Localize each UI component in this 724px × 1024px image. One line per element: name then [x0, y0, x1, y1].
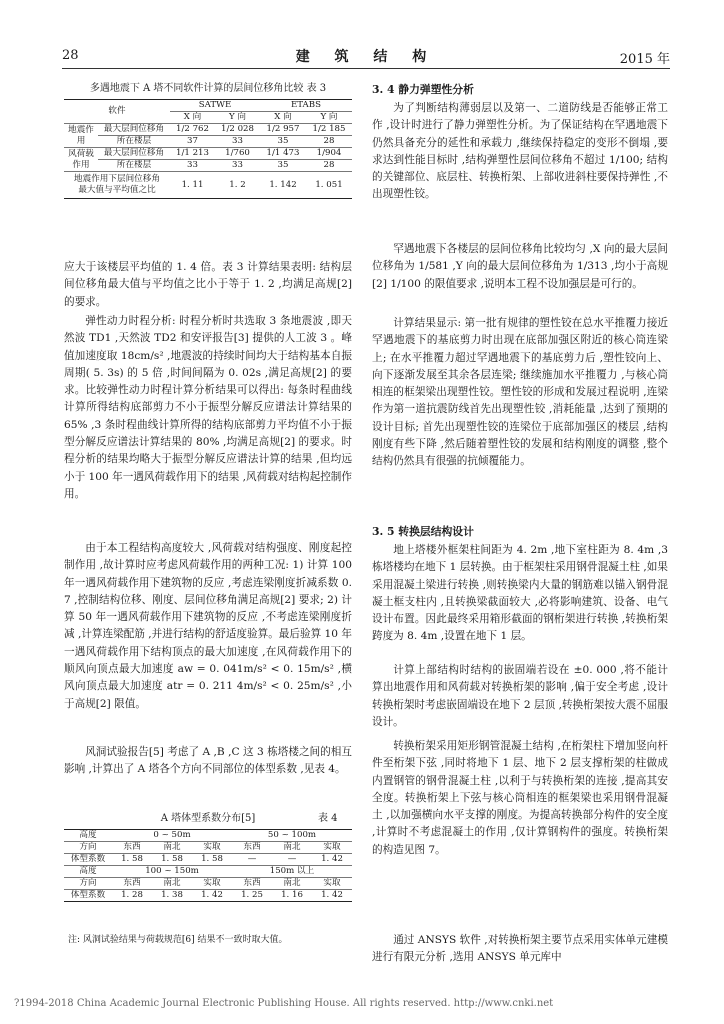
left-paragraph-4: 风洞试验报告[5] 考虑了 A ,B ,C 这 3 栋塔楼之间的相互影响 ,计算出了 A 塔各个方向不同部位的体型系数 ,见表 4。 [64, 746, 352, 776]
page-header [62, 44, 670, 66]
table4-cell: 1. 16 [281, 890, 303, 900]
table3-row-label: 最大层间位移角 [98, 148, 170, 160]
publication-year: 2015 年 [619, 52, 670, 67]
table4-dir: 实取 [323, 842, 341, 852]
table4-band: 150m 以上 [269, 866, 315, 876]
right-paragraph-2: 罕遇地震下各楼层的层间位移角比较均匀 ,X 向的最大层间位移角为 1/581 ,Y 向的最大层间位移角为 1/313 ,均小于高规[2] 1/100 的限值要求 ,说明本工程不设加强层是可行的。 [372, 243, 668, 290]
table4-dir: 东西 [123, 878, 141, 888]
table4-cell: 1. 58 [121, 854, 143, 864]
table4-header-coefficient: 体型系数 [70, 854, 106, 864]
table3-cell: 1/760 [215, 148, 260, 160]
table3-group-wind: 风荷载作用 [64, 148, 98, 172]
right-paragraph-3: 计算结果显示: 第一批有规律的塑性铰在总水平推覆力接近罕遇地震下的基底剪力时出现在底部加强区附近的核心筒连梁上; 在水平推覆力超过罕遇地震下的基底剪力后 ,塑性铰向上、向下逐渐发展至其余各层连梁; 继续施加水平推覆力 ,与核心筒相连的框架梁出现塑性铰。塑性铰的形成和发展过程说明 ,连梁作为第一道抗震防线首先出现塑性铰 ,消耗能量 ,达到了预期的设计目标; 首先出现塑性铰的连梁位于底部加强区的楼层 ,结构刚度有些下降 ,然后随着塑性铰的发展和结构刚度的调整 ,整个结构仍然具有很强的抗倾覆能力。 [372, 317, 668, 468]
table3-cell: 1/1 473 [260, 148, 306, 160]
left-paragraph-1: 应大于该楼层平均值的 1. 4 倍。表 3 计算结果表明: 结构层间位移角最大值与平均值之比小于等于 1. 2 ,均满足高规[2] 的要求。 [64, 261, 352, 308]
table3-cell: 1. 051 [315, 179, 343, 190]
table4-note: 注: 风洞试验结果与荷载规范[6] 结果不一致时取大值。 [68, 935, 288, 945]
table4-dir: 南北 [163, 842, 181, 852]
table4-band: 0 ~ 50m [153, 830, 191, 840]
table3-caption: 多遇地震下 A 塔不同软件计算的层间位移角比较 表 3 [89, 83, 327, 94]
table4-header-height: 高度 [79, 830, 97, 840]
table3-cell: 33 [187, 160, 198, 170]
table3-header-software: 软件 [64, 100, 170, 124]
table3-group-seismic: 地震作用 [64, 124, 98, 148]
table4-header-coefficient: 体型系数 [70, 890, 106, 900]
table3-row-label: 所在楼层 [116, 136, 152, 146]
right-paragraph-4: 地上塔楼外框架柱间距为 4. 2m ,地下室柱距为 8. 4m ,3 栋塔楼均在地下 1 层转换。由于框架柱采用钢骨混凝土柱 ,如果采用混凝土梁进行转换 ,则转换梁内大量的钢筋难以锚入钢骨混凝土框支柱内 ,且转换梁截面较大 ,必将影响建筑、设备、电气设计布置。因此最终采用箱形截面的钢桁架进行转换 ,转换桁架跨度为 8. 4m ,设置在地下 1 层。 [372, 544, 668, 643]
table3-cell: 33 [232, 136, 243, 146]
table4-dir: 东西 [123, 842, 141, 852]
copyright-footer: ?1994-2018 China Academic Journal Electronic Publishing House. All rights reserved. http://www.cnki.net [14, 998, 554, 1009]
table3-header-x: X 向 [274, 112, 292, 122]
table3-cell: 1/2 185 [306, 124, 352, 136]
table4-dir: 南北 [163, 878, 181, 888]
table3-header-etabs: ETABS [260, 100, 352, 112]
table3-header-y: Y 向 [320, 112, 338, 122]
table3-cell: 1/904 [306, 148, 352, 160]
table3-cell: 28 [323, 160, 335, 170]
table4-cell: 1. 58 [161, 854, 183, 864]
table4-label: 表 4 [318, 813, 338, 824]
table3-cell: 1/1 213 [170, 148, 215, 160]
table3-row-label: 地震作用下层间位移角最大值与平均值之比 [74, 174, 160, 195]
table4-dir: 南北 [283, 842, 301, 852]
page-number: 28 [62, 48, 79, 63]
table3-cell: 1/2 762 [170, 124, 215, 136]
table4-dir: 实取 [323, 878, 341, 888]
right-paragraph-7: 通过 ANSYS 软件 ,对转换桁架主要节点采用实体单元建模进行有限元分析 ,选用 ANSYS 单元库中 [372, 934, 668, 964]
table3-cell: 37 [187, 136, 198, 146]
table4-dir: 东西 [243, 878, 261, 888]
journal-title: 建 筑 结 构 [295, 49, 437, 65]
table3-header-satwe: SATWE [170, 100, 260, 112]
table4-cell: 1. 42 [321, 854, 343, 864]
table4-cell: 1. 42 [321, 890, 343, 900]
table4-cell: 1. 38 [161, 890, 183, 900]
table4-dir: 东西 [243, 842, 261, 852]
table3-row-label: 最大层间位移角 [98, 124, 170, 136]
table3-cell: 1. 142 [269, 179, 297, 190]
table4-cell: 1. 42 [201, 890, 223, 900]
table4-header-direction: 方向 [79, 842, 97, 852]
section-3-4-heading: 3. 4 静力弹塑性分析 [372, 83, 474, 96]
table3-cell: 1/2 957 [260, 124, 306, 136]
left-paragraph-2: 弹性动力时程分析: 时程分析时共选取 3 条地震波 ,即天然波 TD1 ,天然波 TD2 和安评报告[3] 提供的人工波 3 。峰值加速度取 18cm/s² ,地震波的持续时间均大于结构基本自振周期( 5. 3s) 的 5 倍 ,时间间隔为 0. 02s ,满足高规[2] 的要求。比较弹性动力时程计算分析结果可以得出: 每条时程曲线计算所得结构底部剪力不小于振型分解反应谱法计算结果的 65% ,3 条时程曲线计算所得的结构底部剪力平均值不小于振型分解反应谱法计算结果的 80% ,均满足高规[2] 的要求。时程分析的结果均略大于振型分解反应谱法计算的结果 ,但均远小于 100 年一遇风荷载作用下的结果 ,风荷载对结构起控制作用。 [64, 315, 352, 500]
table3-row-label: 所在楼层 [116, 160, 152, 170]
table3-cell: 1. 2 [229, 179, 246, 190]
table3-cell: 28 [323, 136, 335, 146]
section-3-5-heading: 3. 5 转换层结构设计 [372, 525, 474, 538]
right-paragraph-6: 转换桁架采用矩形钢管混凝土结构 ,在桁架柱下增加竖向杆件至桁架下弦 ,同时将地下 1 层、地下 2 层支撑桁架的柱做成内置钢管的钢骨混凝土柱 ,以利于与转换桁架的连接 ,提高其安全度。转换桁架上下弦与核心筒相连的框架梁也采用钢骨混凝土 ,以加强横向水平支撑的刚度。为提高转换部分构件的安全度 ,计算时不考虑混凝土的作用 ,仅计算钢构件的强度。转换桁架的构造见图 7。 [372, 740, 668, 856]
table4-cell: 1. 28 [121, 890, 143, 900]
header-rule [62, 68, 670, 69]
table4-band: 100 ~ 150m [145, 866, 199, 876]
right-paragraph-1: 为了判断结构薄弱层以及第一、二道防线是否能够正常工作 ,设计时进行了静力弹塑性分析。为了保证结构在罕遇地震下仍然具备充分的延性和承载力 ,继续保持稳定的变形不倒塌 ,要求达到性能目标时 ,结构弹塑性层间位移角不超过 1/100; 结构的关键部位、底层柱、转换桁架、上部收进斜柱要保持弹性 ,不出现塑性铰。 [372, 102, 668, 201]
table4 [64, 829, 352, 902]
table4-dir: 实取 [203, 842, 221, 852]
table4-caption: A 塔体型系数分布[5] [160, 813, 256, 824]
table4-cell: — [247, 854, 257, 864]
table4-band: 50 ~ 100m [267, 830, 317, 840]
table4-cell: — [287, 854, 297, 864]
table4-header-height: 高度 [79, 866, 97, 876]
table3-cell: 35 [277, 136, 289, 146]
table3-cell: 33 [232, 160, 243, 170]
table3-cell: 35 [277, 160, 289, 170]
table3-header-y: Y 向 [229, 112, 246, 122]
table3-cell: 1/2 028 [215, 124, 260, 136]
left-paragraph-3: 由于本工程结构高度较大 ,风荷载对结构强度、刚度起控制作用 ,故计算时应考虑风荷载作用的两种工况: 1) 计算 100 年一遇风荷载作用下建筑物的反应 ,考虑连梁刚度折减系数 0. 7 ,控制结构位移、刚度、层间位移角满足高规[2] 要求; 2) 计算 50 年一遇风荷载作用下建筑物的反应 ,不考虑连梁刚度折减 ,计算连梁配筋 ,并进行结构的舒适度验算。最后验算 10 年一遇风荷载作用下结构顶点的最大加速度 ,在风荷载作用下的顺风向顶点最大加速度 aw = 0. 041m/s² < 0. 15m/s² ,横风向顶点最大加速度 atr = 0. 211 4m/s² < 0. 25m/s² ,小于高规[2] 限值。 [64, 542, 352, 710]
table4-dir: 南北 [283, 878, 301, 888]
table3-cell: 1. 11 [181, 179, 204, 190]
table4-dir: 实取 [203, 878, 221, 888]
right-paragraph-5: 计算上部结构时结构的嵌固端若设在 ±0. 000 ,将不能计算出地震作用和风荷载对转换桁架的影响 ,偏于安全考虑 ,设计转换桁架时考虑嵌固端设在地下 2 层顶 ,转换桁架按大震不屈服设计。 [372, 664, 668, 728]
table3 [64, 99, 352, 199]
table4-cell: 1. 58 [201, 854, 223, 864]
table3-header-x: X 向 [183, 112, 202, 122]
table4-cell: 1. 25 [241, 890, 263, 900]
table4-header-direction: 方向 [79, 878, 97, 888]
